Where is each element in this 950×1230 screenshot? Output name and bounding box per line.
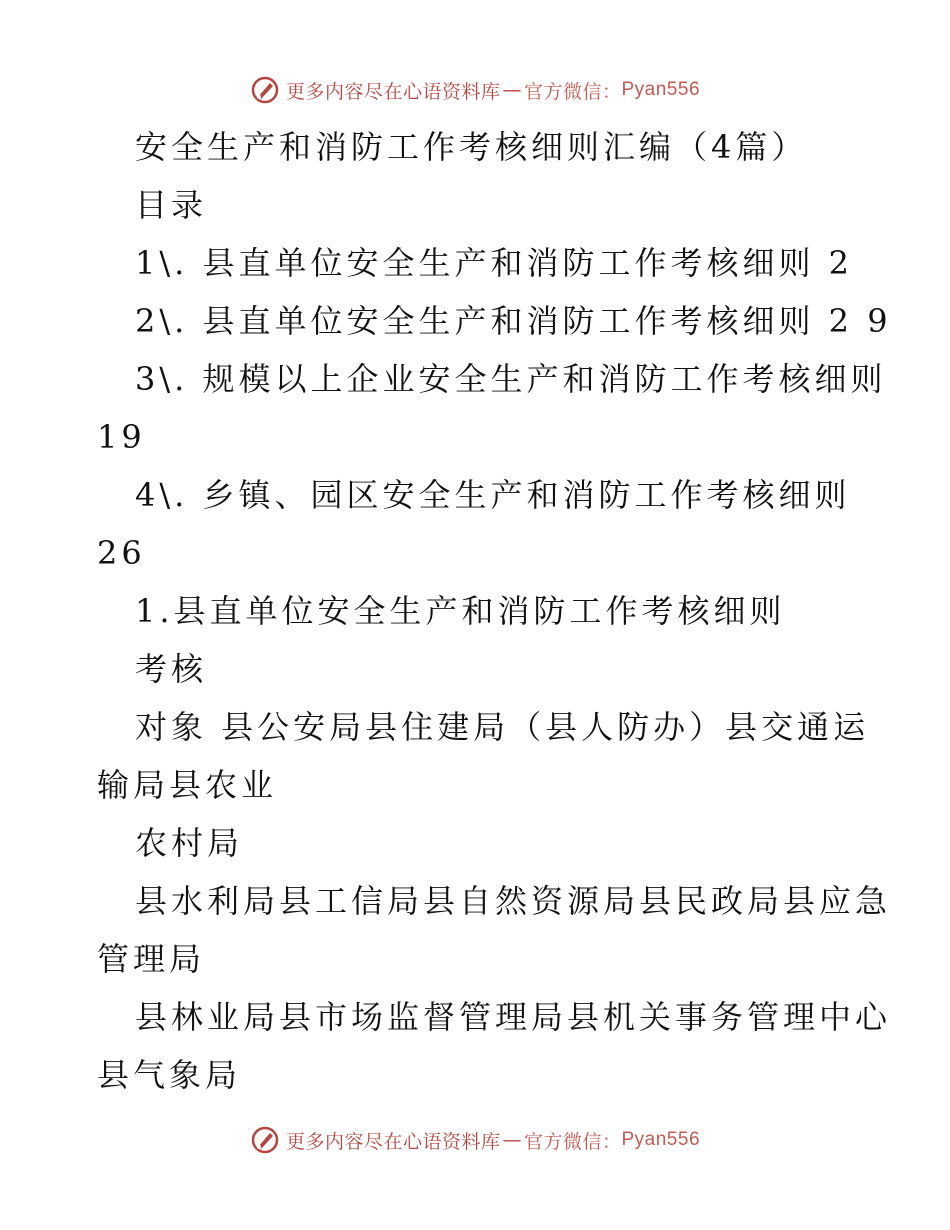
toc-entry: 4\. 乡镇、园区安全生产和消防工作考核细则 (135, 476, 851, 514)
watermark-account: Pyan556 (621, 1129, 701, 1150)
document-body (97, 118, 892, 1104)
pen-seal-icon (250, 1125, 280, 1155)
text-line: 对象 县公安局县住建局（县人防办）县交通运 (135, 708, 870, 746)
footer-watermark (0, 1120, 950, 1160)
header-watermark (0, 70, 950, 110)
text-line: 县林业局县市场监督管理局县机关事务管理中心 (135, 998, 892, 1036)
text-line: 农村局 (135, 824, 244, 862)
pen-seal-icon (250, 75, 280, 105)
watermark-separator: — (502, 1129, 522, 1151)
watermark-account: Pyan556 (621, 79, 701, 100)
text-line: 输局县农业 (97, 766, 278, 804)
toc-entry: 3\. 规模以上企业安全生产和消防工作考核细则 (135, 360, 887, 398)
watermark-text: 更多内容尽在心语资料库 (285, 1130, 501, 1153)
toc-entry: 2\. 县直单位安全生产和消防工作考核细则 2 9 (135, 302, 892, 340)
watermark-label: 官方微信： (523, 80, 622, 103)
watermark-separator: — (502, 79, 522, 101)
toc-entry: 1\. 县直单位安全生产和消防工作考核细则 2 (135, 244, 854, 282)
toc-page-number: 19 (97, 418, 146, 456)
toc-page-number: 26 (97, 534, 146, 572)
text-line: 管理局 (97, 940, 206, 978)
text-line: 目录 (135, 186, 208, 224)
watermark-label: 官方微信： (523, 1130, 622, 1153)
text-line: 县气象局 (97, 1056, 242, 1094)
text-line: 安全生产和消防工作考核细则汇编（4篇） (135, 128, 808, 166)
text-line: 县水利局县工信局县自然资源局县民政局县应急 (135, 882, 892, 920)
watermark-text: 更多内容尽在心语资料库 (285, 80, 501, 103)
section-heading: 1.县直单位安全生产和消防工作考核细则 (135, 592, 786, 630)
text-line: 考核 (135, 650, 208, 688)
